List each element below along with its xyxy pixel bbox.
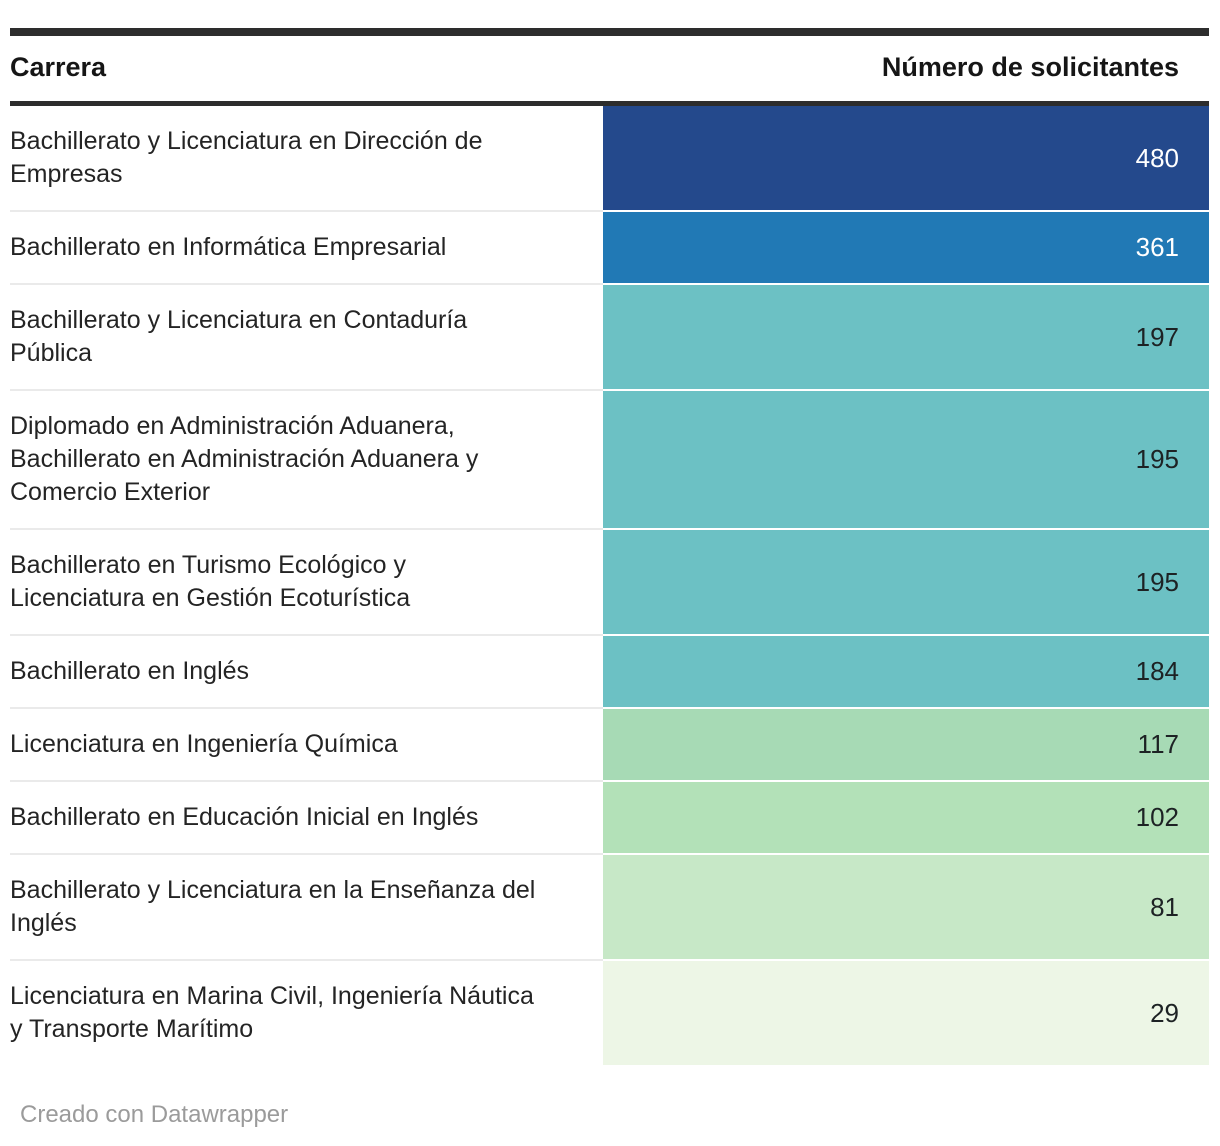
table-row (10, 212, 1209, 285)
table-row (10, 285, 1209, 391)
applicants-value: 361 (1135, 232, 1179, 262)
applicants-value-cell (603, 709, 1209, 782)
column-header-carrera: Carrera (10, 52, 107, 82)
applicants-value-cell (603, 391, 1209, 530)
table-row (10, 106, 1209, 212)
table-header-row (10, 36, 1209, 106)
applicants-value-cell (603, 530, 1209, 636)
applicants-value-cell (603, 636, 1209, 709)
applicants-value-cell (603, 106, 1209, 212)
column-header-numero-de-solicitantes: Número de solicitantes (881, 52, 1179, 82)
career-label: Bachillerato y Licenciatura en Dirección de Empresas (10, 106, 603, 212)
applicants-value-cell (603, 212, 1209, 285)
table-row (10, 709, 1209, 782)
career-label: Bachillerato en Informática Empresarial (10, 212, 603, 285)
table-row (10, 391, 1209, 530)
applicants-value-cell (603, 782, 1209, 855)
applicants-value: 117 (1137, 729, 1179, 759)
table-row (10, 530, 1209, 636)
career-label: Bachillerato y Licenciatura en Contaduría Pública (10, 285, 603, 391)
applicants-value: 195 (1135, 444, 1179, 474)
career-label: Bachillerato en Turismo Ecológico y Licenciatura en Gestión Ecoturística (10, 530, 603, 636)
applicants-value-cell (603, 285, 1209, 391)
career-label: Licenciatura en Ingeniería Química (10, 709, 603, 782)
attribution-credit: Creado con Datawrapper (20, 1101, 289, 1128)
career-label: Bachillerato en Educación Inicial en Inglés (10, 782, 603, 855)
table-row (10, 855, 1209, 961)
applicants-table (10, 28, 1209, 1129)
applicants-value: 29 (1150, 997, 1179, 1028)
career-label: Licenciatura en Marina Civil, Ingeniería Náutica y Transporte Marítimo (10, 982, 534, 1043)
career-label: Bachillerato y Licenciatura en la Enseñanza del Inglés (10, 855, 603, 961)
applicants-value: 197 (1135, 321, 1179, 352)
applicants-value: 102 (1135, 802, 1179, 832)
applicants-value-cell (603, 855, 1209, 961)
applicants-value: 81 (1150, 891, 1179, 922)
career-label: Bachillerato en Inglés (10, 636, 603, 709)
table-body (10, 106, 1209, 1065)
applicants-value: 480 (1135, 142, 1179, 173)
table-row (10, 782, 1209, 855)
table-row (10, 961, 1209, 1065)
applicants-value: 195 (1135, 566, 1179, 597)
career-label: Diplomado en Administración Aduanera, Bachillerato en Administración Aduanera y Comercio Exterior (10, 391, 603, 530)
applicants-value: 184 (1135, 656, 1179, 686)
applicants-value-cell (603, 961, 1209, 1065)
table (10, 28, 1209, 1065)
table-row (10, 636, 1209, 709)
